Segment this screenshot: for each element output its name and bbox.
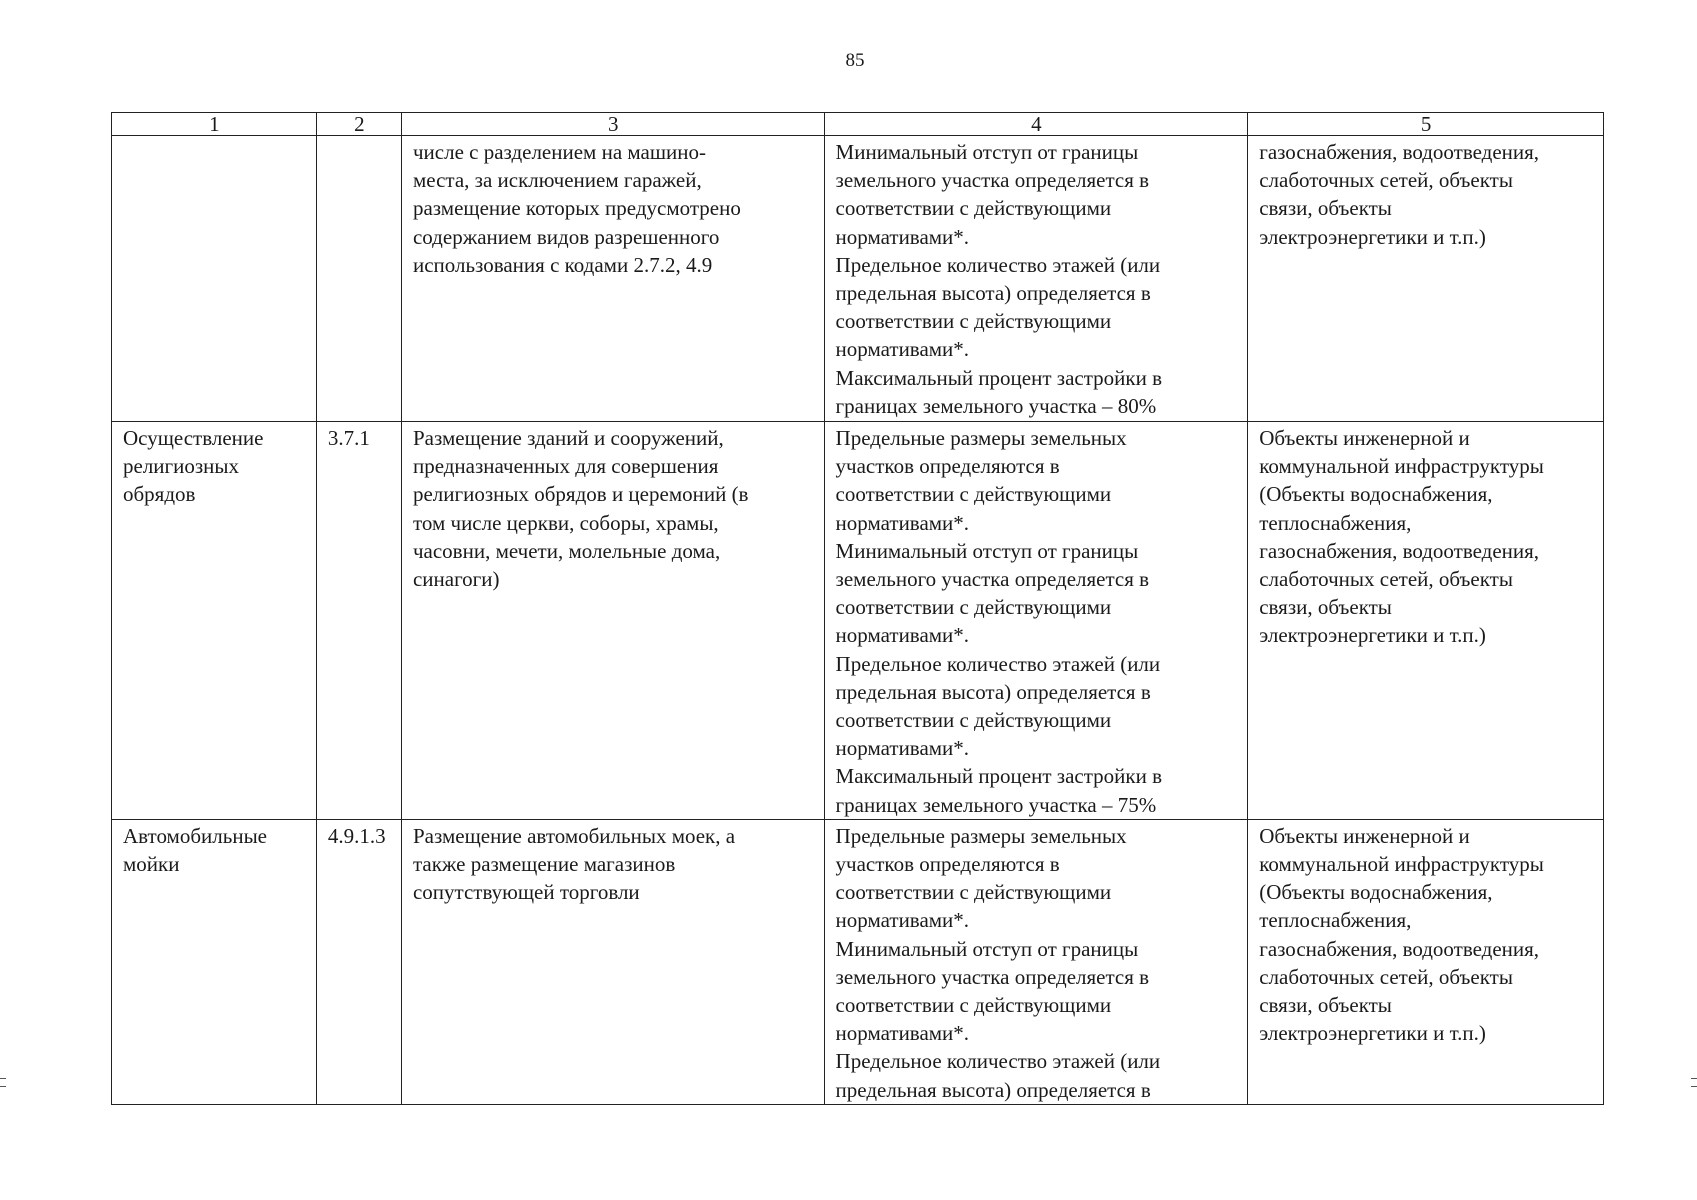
use-code-cell [316,422,401,820]
use-code-text: 4.9.1.3 [327,823,386,848]
auxiliary-uses-text: газоснабжения, водоотведения, слаботочных сетей, объекты связи, объекты электроэнергетики и т.п.) [1259,140,1540,249]
page-number: 85 [845,50,865,71]
use-name-text: Автомобильные мойки [123,823,267,877]
use-name-cell [112,136,317,422]
auxiliary-uses-cell [1248,136,1604,422]
table-row [112,819,1604,1104]
scan-edge-mark-left [0,1086,6,1087]
parameters-cell [824,136,1248,422]
use-description-text: Размещение автомобильных моек, а также размещение магазинов сопутствующей торговли [412,823,736,905]
scan-edge-mark-right [1691,1078,1697,1079]
use-description-text: Размещение зданий и сооружений, предназначенных для совершения религиозных обрядов и церемоний (в том числе церкви, соборы, храмы, часовни, мечети, молельные дома, синагоги) [412,426,749,592]
parameters-cell [824,819,1248,1104]
parameters-text: Минимальный отступ от границы земельного участка определяется в соответствии с действующими нормативами*. Предельное количество этажей (или предельная высота) определяется в соответствии с действующими нормативами*. Максимальный процент застройки в границах земельного участка – 80% [835,140,1163,418]
auxiliary-uses-text: Объекты инженерной и коммунальной инфраструктуры (Объекты водоснабжения, теплоснабжения, газоснабжения, водоотведения, слаботочных сетей, объекты связи, объекты электроэнергетики и т.п.) [1259,426,1544,648]
scan-edge-mark-right [1691,1086,1697,1087]
auxiliary-uses-cell [1248,819,1604,1104]
auxiliary-uses-cell [1248,422,1604,820]
column-header-1: 1 [112,113,317,136]
column-header-5: 5 [1248,113,1604,136]
use-name-cell [112,819,317,1104]
use-description-text: числе с разделением на машино- места, за исключением гаражей, размещение которых предусмотрено содержанием видов разрешенного использования с кодами 2.7.2, 4.9 [412,140,741,277]
column-header-4: 4 [824,113,1248,136]
use-code-cell [316,819,401,1104]
use-name-text: Осуществление религиозных обрядов [123,426,264,507]
parameters-text: Предельные размеры земельных участков определяются в соответствии с действующими нормативами*. Минимальный отступ от границы земельного участка определяется в соответствии с действующими нормативами*. Предельное количество этажей (или предельная высота) определяется в соответствии с действующими нормативами*. Максимальный процент застройки в границах земельного участка – 75% [835,426,1163,817]
use-description-cell [401,819,824,1104]
parameters-cell [824,422,1248,820]
scan-edge-mark-left [0,1078,6,1079]
column-header-3: 3 [401,113,824,136]
column-header-2: 2 [316,113,401,136]
use-code-cell [316,136,401,422]
table-row [112,136,1604,422]
land-use-table [111,112,1604,1105]
use-description-cell [401,422,824,820]
use-name-cell [112,422,317,820]
table-row [112,422,1604,820]
use-code-text: 3.7.1 [327,426,370,450]
use-description-cell [401,136,824,422]
parameters-text: Предельные размеры земельных участков определяются в соответствии с действующими нормативами*. Минимальный отступ от границы земельного участка определяется в соответствии с действующими нормативами*. Предельное количество этажей (или предельная высота) определяется в [835,823,1161,1102]
table-header-row [112,113,1604,136]
auxiliary-uses-text: Объекты инженерной и коммунальной инфраструктуры (Объекты водоснабжения, теплоснабжения, газоснабжения, водоотведения, слаботочных сетей, объекты связи, объекты электроэнергетики и т.п.) [1259,823,1544,1046]
